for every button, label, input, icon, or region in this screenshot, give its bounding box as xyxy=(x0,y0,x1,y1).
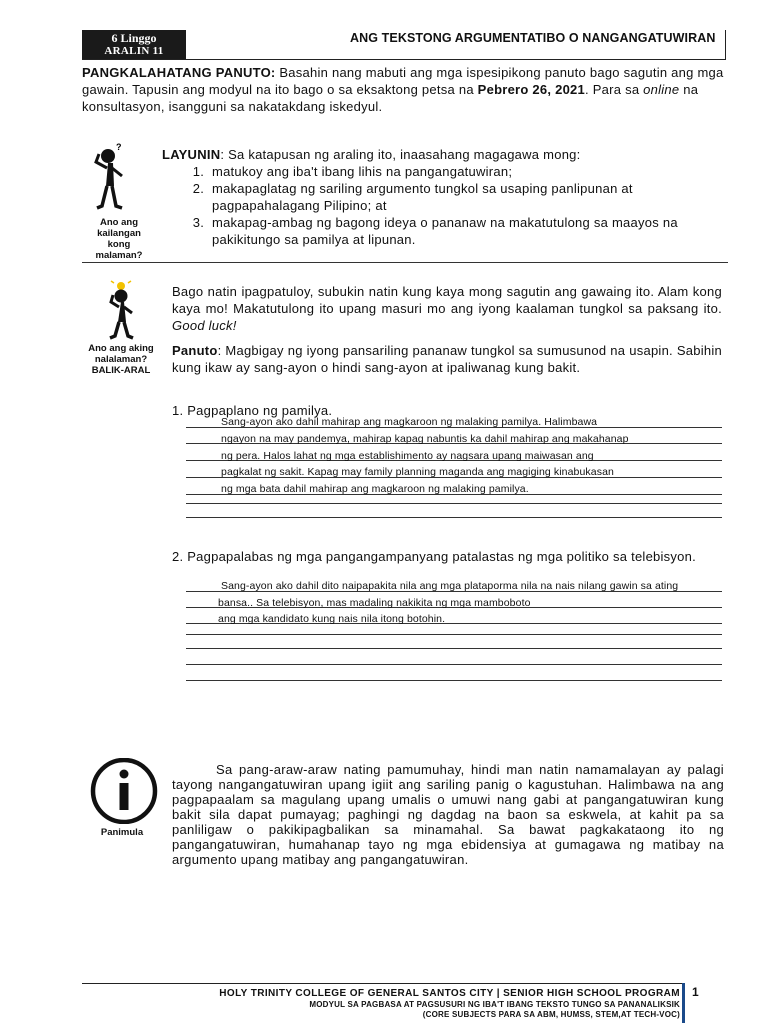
week-label: 6 Linggo xyxy=(111,31,157,45)
objectives-caption-1: Ano ang xyxy=(100,217,138,228)
question-1-answer-line-4: pagkalat ng sakit. Kapag may family planning maganda ang magiging kinabukasan xyxy=(221,466,614,478)
panimula-caption: Panimula xyxy=(100,827,144,838)
footer-subjects: (CORE SUBJECTS PARA SA ABM, HUMSS, STEM,AT TECH-VOC) xyxy=(422,1010,680,1019)
answer-line xyxy=(186,517,722,518)
answer-line xyxy=(186,664,722,665)
question-2-title: 2. Pagpapalabas ng mga pangangampanyang patalastas ng mga politiko sa telebisyon. xyxy=(172,549,696,564)
answer-line xyxy=(186,648,722,649)
good-luck-text: Good luck! xyxy=(172,318,237,333)
header-divider xyxy=(82,59,726,60)
footer-divider xyxy=(82,983,682,984)
panuto xyxy=(172,342,722,376)
online-word: online xyxy=(643,82,680,97)
header-vertical-divider xyxy=(725,30,726,60)
objectives-caption-4: malaman? xyxy=(95,250,143,261)
instructions-text-1: Basahin nang mabuti ang mga ispesipikong panuto bago sagutin ang mga gawain. Tapusin ang modyul na ito bago o sa eksaktong petsa na xyxy=(82,65,724,97)
footer-school: HOLY TRINITY COLLEGE OF GENERAL SANTOS CITY | SENIOR HIGH SCHOOL PROGRAM xyxy=(219,988,680,999)
instructions-text-2: . Para sa xyxy=(585,82,644,97)
thinking-person-icon xyxy=(86,140,152,214)
review-caption-1: Ano ang aking xyxy=(88,343,154,354)
objectives-list xyxy=(162,163,722,248)
answer-line xyxy=(186,503,722,504)
instructions-label: PANGKALAHATANG PANUTO: xyxy=(82,65,276,80)
panimula-paragraph xyxy=(172,762,724,867)
section-divider xyxy=(82,262,728,263)
lesson-badge xyxy=(82,30,186,60)
question-1-answer-line-1: Sang-ayon ako dahil mahirap ang magkaroon ng malaking pamilya. Halimbawa xyxy=(221,416,598,428)
question-2-answer-line-2: bansa.. Sa telebisyon, mas madaling nakikita ng mga mamboboto xyxy=(218,597,531,609)
question-2-answer-line-3: ang mga kandidato kung nais nila itong botohin. xyxy=(218,613,446,625)
objective-item: 2. makapaglatag ng sariling argumento tungkol sa usaping panlipunan at pagpapahalagang Pilipino; at xyxy=(208,180,722,214)
objective-item: 3. makapag-ambag ng bagong ideya o pananaw na makatutulong sa maayos na pakikitungo sa pamilya at lipunan. xyxy=(208,214,722,248)
question-2-answer-line-1: Sang-ayon ako dahil dito naipapakita nila ang mga plataporma nila na nais nilang gawin sa ating xyxy=(221,580,679,592)
question-1-title: 1. Pagpaplano ng pamilya. xyxy=(172,403,333,418)
review-intro xyxy=(172,283,722,334)
objective-item: 1. matukoy ang iba't ibang lihis na pangangatuwiran; xyxy=(208,163,722,180)
instructions-text-3: na konsultasyon, isangguni sa nakatakdang iskedyul. xyxy=(82,82,699,114)
info-figure xyxy=(86,758,166,838)
objectives-label: LAYUNIN xyxy=(162,147,221,162)
review-caption-2: nalalaman? xyxy=(94,354,148,365)
panimula-text: Sa pang-araw-araw nating pamumuhay, hindi man natin namamalayan ay palagi tayong nangangatuwiran upang igiit ang sariling panig o kagustuhan. Halimbawa na ang pagpapaalam sa magulang upang umalis o umuwi nang gabi at pangangatuwiran kung bakit sila dapat pumayag; paghingi ng dagdag na baon sa eskwela, at kahit pa sa panliligaw o pakikipagbalikan sa minamahal. Sa bawat pagkakataong ito ng pangangatuwiran, humahanap tayo ng mga ebidensiya at gumagawa ng matibay na argumento upang matibay ang pangangatuwiran. xyxy=(172,762,724,867)
question-1-answer-line-3: ng pera. Halos lahat ng mga establishimento ay nagsara upang maiwasan ang xyxy=(221,450,594,462)
objectives-intro: : Sa katapusan ng araling ito, inaasahang magagawa mong: xyxy=(220,147,581,162)
review-section xyxy=(172,283,722,376)
panuto-label: Panuto xyxy=(172,343,218,358)
review-caption-3: BALIK-ARAL xyxy=(91,365,151,376)
svg-text:?: ? xyxy=(116,142,122,152)
general-instructions xyxy=(82,64,728,115)
page-title: ANG TEKSTONG ARGUMENTATIBO O NANGANGATUWIRAN xyxy=(350,31,716,45)
question-1-answer-line-5: ng mga bata dahil mahirap ang magkaroon ng malaking pamilya. xyxy=(221,483,529,495)
objectives-section xyxy=(162,146,722,248)
footer-accent-bar xyxy=(682,983,685,1023)
panuto-text: : Magbigay ng iyong pansariling pananaw tungkol sa sumusunod na usapin. Sabihin kung ikaw ay sang-ayon o hindi sang-ayon at ipaliwanag kung bakit. xyxy=(172,343,722,375)
lesson-label: ARALIN 11 xyxy=(104,45,164,57)
page-number: 1 xyxy=(692,985,699,999)
idea-figure xyxy=(84,280,158,376)
footer-module: MODYUL SA PAGBASA AT PAGSUSURI NG IBA'T IBANG TEKSTO TUNGO SA PANANALIKSIK xyxy=(309,1000,680,1009)
answer-line xyxy=(186,634,722,635)
objectives-caption-3: kong xyxy=(107,239,131,250)
answer-line xyxy=(186,680,722,681)
review-intro-text: Bago natin ipagpatuloy, subukin natin kung kaya mong sagutin ang gawaing ito. Alam kong kaya mo! Makatutulong ito upang masuri mo ang iyong kaalaman tungkol sa paksang ito. xyxy=(172,284,722,316)
thinking-figure xyxy=(86,140,152,261)
deadline-date: Pebrero 26, 2021 xyxy=(477,82,586,97)
lightbulb-person-icon xyxy=(84,280,158,340)
info-icon xyxy=(86,758,166,824)
objectives-caption-2: kailangan xyxy=(97,228,141,239)
question-1-answer-line-2: ngayon na may pandemya, mahirap kapag nabuntis ka dahil mahirap ang makahanap xyxy=(221,433,629,445)
